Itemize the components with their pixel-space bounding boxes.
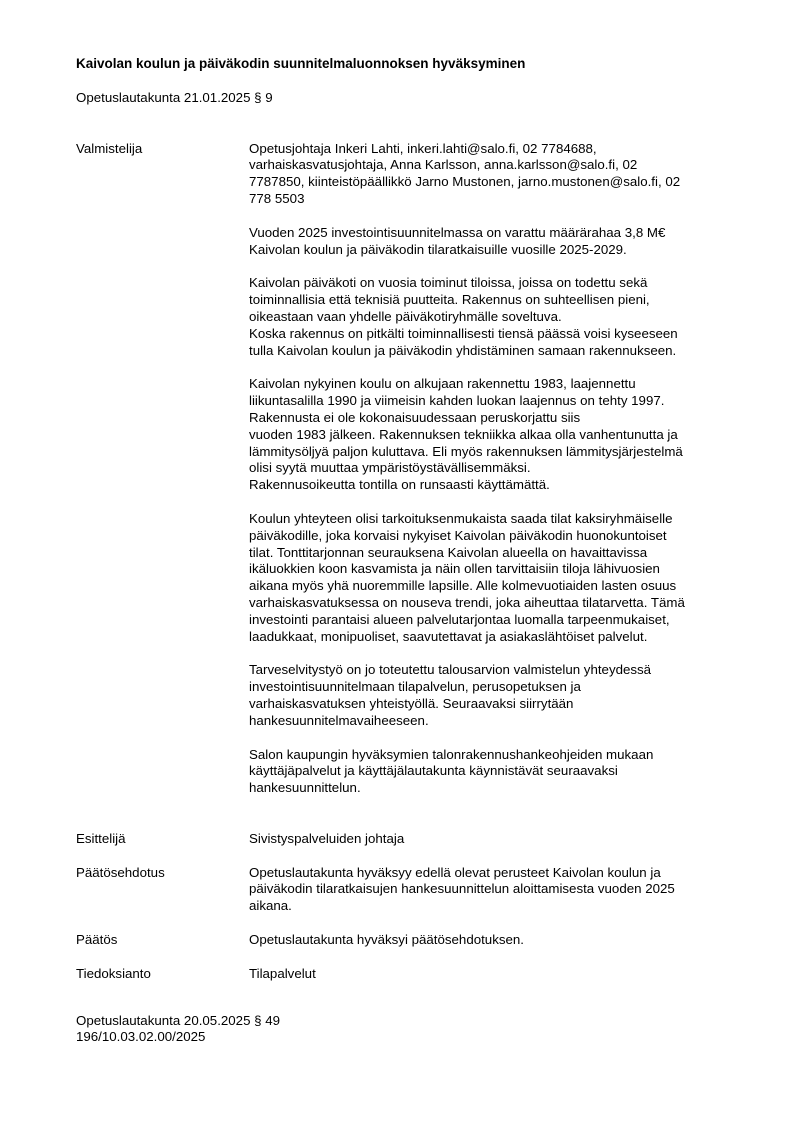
footer-record-id: 196/10.03.02.00/2025 <box>76 1029 206 1045</box>
paragraph-line: aikana myös yhä nuoremmille lapsille. Alle kolmevuotiaiden lasten osuus <box>249 578 677 594</box>
paragraph-line: olisi syytä muuttaa ympäristöystävällisemmäksi. <box>249 460 531 476</box>
tiedoksianto-value: Tilapalvelut <box>249 965 316 981</box>
document-title: Kaivolan koulun ja päiväkodin suunnitelmaluonnoksen hyväksyminen <box>76 56 526 71</box>
paragraph-line: Kaivolan koulun ja päiväkodin tilaratkaisuille vuosille 2025-2029. <box>249 241 627 257</box>
paragraph-line: Tarveselvitystyö on jo toteutettu talousarvion valmistelun yhteydessä <box>249 662 652 678</box>
paragraph-line: liikuntasalilla 1990 ja viimeisin kahden luokan laajennus on tehty 1997. <box>249 393 665 409</box>
paragraph-line: ikäluokkien koon kasvamista ja näin ollen tarvittaisiin tiloja lähivuosien <box>249 561 660 577</box>
document-page <box>76 56 726 1046</box>
paatos-section <box>76 932 726 949</box>
paatosehdotus-section <box>76 865 726 915</box>
paatosehdotus-content <box>249 865 726 915</box>
esittelija-label: Esittelijä <box>76 830 126 846</box>
paragraph-line: tilat. Tonttitarjonnan seurauksena Kaivolan alueella on havaittavissa <box>249 544 648 560</box>
paragraph-line: hankesuunnitelmavaiheeseen. <box>249 712 429 728</box>
paragraph-line: Rakennusta ei ole kokonaisuudessaan peruskorjattu siis <box>249 409 581 425</box>
paragraph-line: vuoden 1983 jälkeen. Rakennuksen tekniikka alkaa olla vanhentunutta ja <box>249 426 678 442</box>
meeting-reference: Opetuslautakunta 21.01.2025 § 9 <box>76 89 273 105</box>
paragraph-line: Koska rakennus on pitkälti toiminnallisesti tiensä päässä voisi kyseeseen <box>249 325 678 341</box>
esittelija-value: Sivistyspalveluiden johtaja <box>249 830 405 846</box>
contact-line: 778 5503 <box>249 190 305 206</box>
paragraph-line: tulla Kaivolan koulun ja päiväkodin yhdistäminen samaan rakennukseen. <box>249 342 677 358</box>
paragraph-combined-facilities <box>249 511 726 645</box>
contact-line: Opetusjohtaja Inkeri Lahti, inkeri.lahti@salo.fi, 02 7784688, <box>249 140 597 156</box>
paragraph-line: lämmitysöljyä paljon kuluttava. Eli myös rakennuksen lämmitysjärjestelmä <box>249 443 683 459</box>
paragraph-line: hankesuunnittelun. <box>249 780 361 796</box>
esittelija-section <box>76 831 726 848</box>
valmistelija-content <box>249 141 726 797</box>
paragraph-line: varhaiskasvatuksen yhteistyöllä. Seuraavaksi siirrytään <box>249 695 574 711</box>
footer-meeting-reference: Opetuslautakunta 20.05.2025 § 49 <box>76 1012 281 1028</box>
contact-line: varhaiskasvatusjohtaja, Anna Karlsson, anna.karlsson@salo.fi, 02 <box>249 157 638 173</box>
paatosehdotus-label: Päätösehdotus <box>76 864 165 880</box>
paragraph-line: investointisuunnitelmaan tilapalvelun, perusopetuksen ja <box>249 679 581 695</box>
proposal-line: päiväkodin tilaratkaisujen hankesuunnittelun aloittamisesta vuoden 2025 <box>249 881 675 897</box>
paragraph-line: käyttäjäpalvelut ja käyttäjälautakunta käynnistävät seuraavaksi <box>249 763 618 779</box>
paatos-label: Päätös <box>76 932 118 948</box>
paragraph-school-building <box>249 376 726 494</box>
paragraph-needs-assessment <box>249 662 726 729</box>
paragraph-line: varhaiskasvatuksessa on nouseva trendi, joka aiheuttaa tilatarvetta. Tämä <box>249 594 685 610</box>
paragraph-line: laadukkaat, monipuoliset, saavutettavat ja asiakaslähtöiset palvelut. <box>249 628 648 644</box>
paragraph-line: Rakennusoikeutta tontilla on runsaasti käyttämättä. <box>249 477 550 493</box>
paragraph-budget <box>249 225 726 259</box>
proposal-line: aikana. <box>249 898 292 914</box>
contact-line: 7787850, kiinteistöpäällikkö Jarno Mustonen, jarno.mustonen@salo.fi, 02 <box>249 174 681 190</box>
paragraph-line: päiväkodille, joka korvaisi nykyiset Kaivolan päiväkodin huonokuntoiset <box>249 527 667 543</box>
document-footer <box>76 1013 726 1047</box>
valmistelija-section <box>76 141 726 797</box>
paragraph-daycare <box>249 275 726 359</box>
proposal-line: Opetuslautakunta hyväksyy edellä olevat perusteet Kaivolan koulun ja <box>249 864 661 880</box>
tiedoksianto-section <box>76 966 726 983</box>
paragraph-line: Koulun yhteyteen olisi tarkoituksenmukaista saada tilat kaksiryhmäiselle <box>249 510 673 526</box>
paragraph-line: Salon kaupungin hyväksymien talonrakennushankeohjeiden mukaan <box>249 746 654 762</box>
valmistelija-label: Valmistelija <box>76 140 143 156</box>
tiedoksianto-label: Tiedoksianto <box>76 965 151 981</box>
section-spacer <box>76 797 726 814</box>
paragraph-line: oikeastaan vaan yhdelle päiväkotiryhmälle soveltuva. <box>249 308 562 324</box>
paragraph-line: Vuoden 2025 investointisuunnitelmassa on varattu määrärahaa 3,8 M€ <box>249 224 666 240</box>
paragraph-guidelines <box>249 747 726 797</box>
paragraph-line: investointi parantaisi alueen palvelutarjontaa luomalla tarpeenmukaiset, <box>249 611 670 627</box>
paragraph-line: toiminnallisia että teknisiä puutteita. Rakennus on suhteellisen pieni, <box>249 292 650 308</box>
paragraph-line: Kaivolan päiväkoti on vuosia toiminut tiloissa, joissa on todettu sekä <box>249 275 648 291</box>
paragraph-line: Kaivolan nykyinen koulu on alkujaan rakennettu 1983, laajennettu <box>249 376 636 392</box>
paatos-value: Opetuslautakunta hyväksyi päätösehdotuksen. <box>249 932 524 948</box>
valmistelija-contacts <box>249 141 726 208</box>
